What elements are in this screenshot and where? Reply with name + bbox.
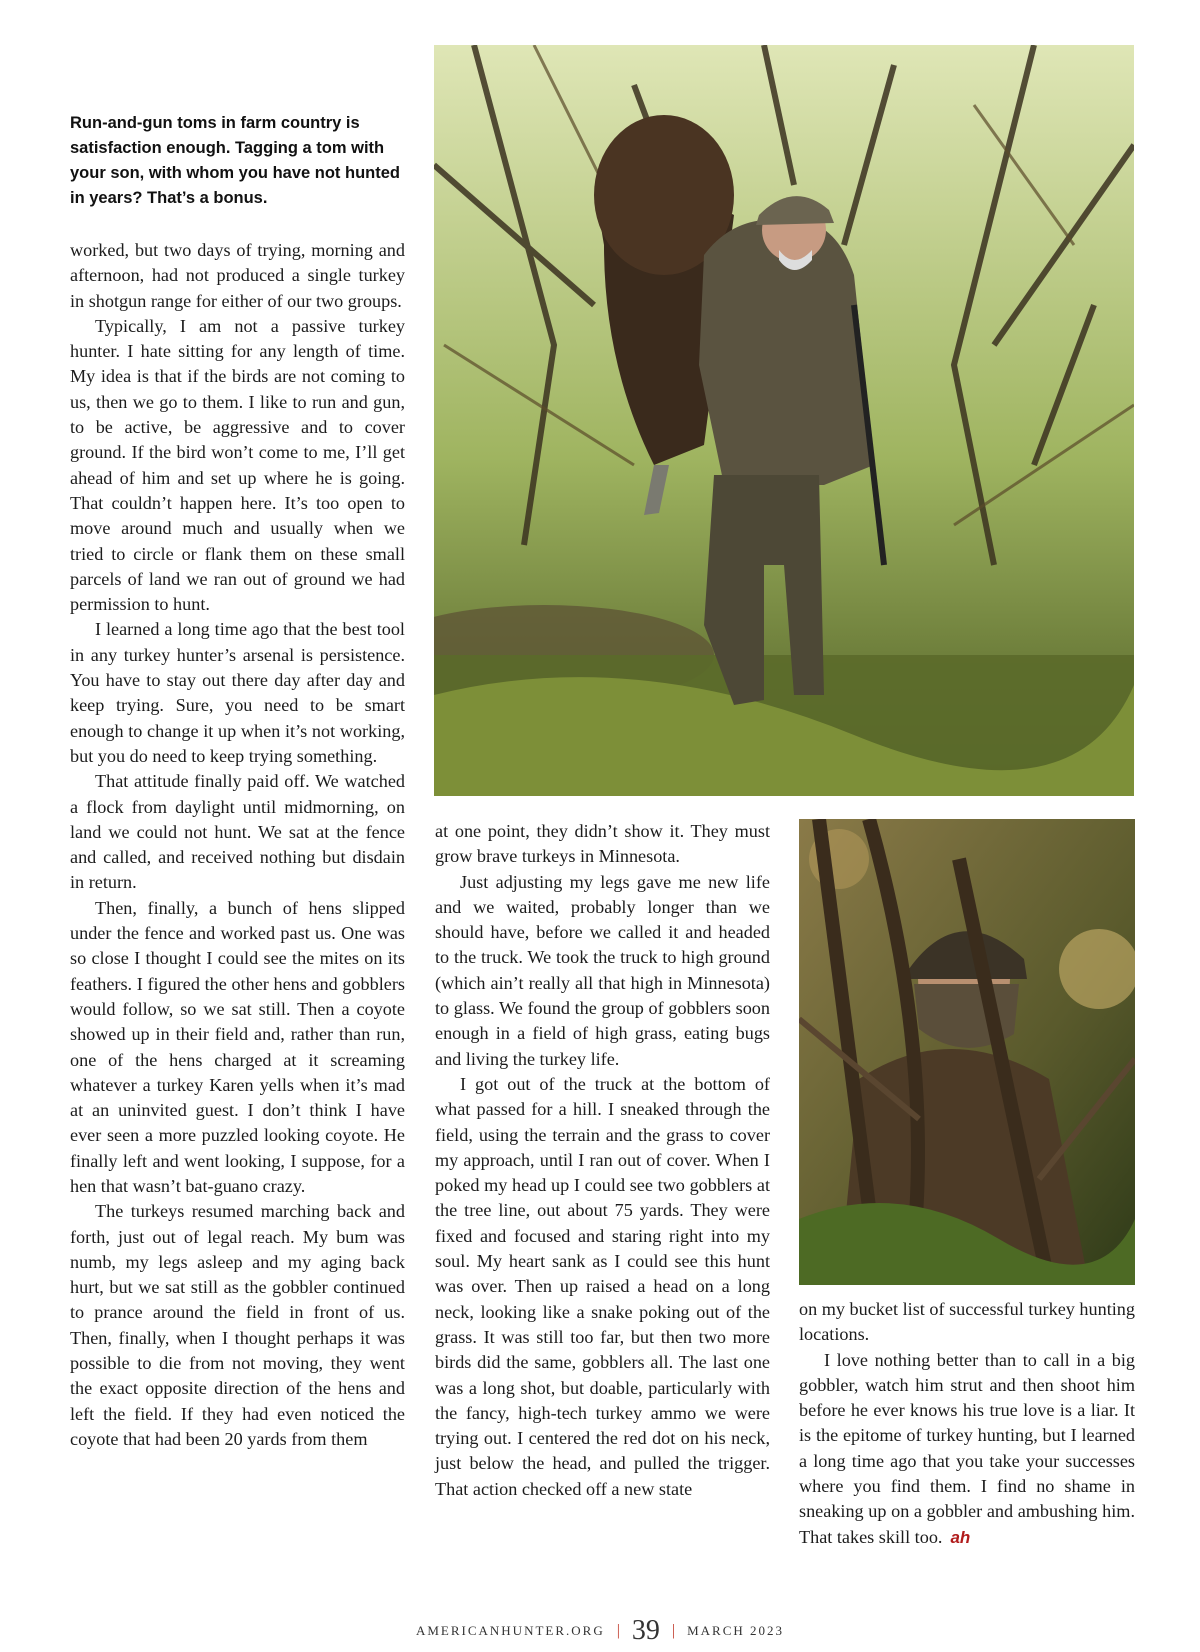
photo-caption: Run-and-gun toms in farm country is satisfaction enough. Tagging a tom with your son, with whom you have not hunted in years? That’s a bonus. — [70, 114, 400, 207]
footer-separator: | — [616, 1622, 620, 1639]
page-footer — [0, 1615, 1200, 1647]
paragraph: on my bucket list of successful turkey hunting locations. — [799, 1299, 1135, 1345]
paragraph: at one point, they didn’t show it. They must grow brave turkeys in Minnesota. — [435, 821, 770, 867]
paragraph: I learned a long time ago that the best tool in any turkey hunter’s arsenal is persistence. You have to stay out there day after day and keep trying. Sure, you need to be smart enough to change it up when it’s not working, but you do need to keep trying something. — [70, 619, 405, 766]
article-column-1 — [70, 238, 405, 1452]
son-in-camo-photo — [799, 819, 1135, 1285]
footer-website: AMERICANHUNTER.ORG — [415, 1623, 605, 1638]
paragraph: Then, finally, a bunch of hens slipped under the fence and worked past us. One was so close I thought I could see the mites on its feathers. I figured the other hens and gobblers would follow, so we sat still. Then a coyote showed up in their field and, rather than run, one of the hens charged at it screaming whatever a turkey Karen yells when it’s mad at an uninvited guest. I don’t think I have ever seen a more puzzled looking coyote. He finally left and went looking, I suppose, for a hen that wasn’t bat-guano crazy. — [70, 897, 405, 1196]
paragraph: worked, but two days of trying, morning and afternoon, had not produced a single turkey in shotgun range for either of our two groups. — [70, 240, 405, 311]
end-mark-logo: ah — [950, 1527, 971, 1547]
paragraph-text: I love nothing better than to call in a big gobbler, watch him strut and then shoot him before he ever knows his true love is a liar. It is the epitome of turkey hunting, but I learned a long time ago that you take your successes where you find them. I find no shame in sneaking up on a gobbler and ambushing him. That takes skill too. — [799, 1349, 1135, 1547]
paragraph: The turkeys resumed marching back and forth, just out of legal reach. My bum was numb, my legs asleep and my aging back hurt, but we sat still as the gobbler continued to prance around the field in front of us. Then, finally, when I thought perhaps it was possible to die from not moving, they went the exact opposite direction of the hens and left the field. If they had even noticed the coyote that had been 20 yards from them — [70, 1201, 405, 1449]
hunter-carrying-turkey-photo — [434, 45, 1134, 796]
footer-issue-date: MARCH 2023 — [687, 1623, 785, 1638]
paragraph: I got out of the truck at the bottom of what passed for a hill. I sneaked through the field, using the terrain and the grass to cover my approach, until I ran out of cover. When I poked my head up I could see two gobblers at the tree line, out about 75 yards. They were fixed and focused and staring right into my soul. My heart sank as I could see this hunt was over. Then up raised a head on a long neck, looking like a snake poking out of the grass. It was still too far, but then two more birds did the same, gobblers all. The last one was a long shot, but doable, particularly with the fancy, high-tech turkey ammo we were trying out. I centered the red dot on his neck, just below the head, and pulled the trigger. That action checked off a new state — [435, 1073, 770, 1499]
paragraph: That attitude finally paid off. We watched a flock from daylight until midmorning, on land we could not hunt. We sat at the fence and called, and received nothing but disdain in return. — [70, 771, 405, 893]
page-number: 39 — [631, 1615, 660, 1646]
paragraph: Typically, I am not a passive turkey hunter. I hate sitting for any length of time. My idea is that if the birds are not coming to us, then we go to them. I like to run and gun, to be active, be aggressive and to cover ground. If the bird won’t come to me, I’ll get ahead of him and set up where he is going. That couldn’t happen here. It’s too open to move around much and usually when we tried to circle or flank them on these small parcels of land we ran out of ground we had permission to hunt. — [70, 315, 405, 615]
article-column-3 — [799, 1297, 1135, 1550]
paragraph — [799, 1348, 1135, 1550]
footer-separator: | — [671, 1622, 676, 1639]
paragraph: Just adjusting my legs gave me new life and we waited, probably longer than we should have, before we called it and headed to the truck. We took the truck to high ground (which ain’t really all that high in Minnesota) to glass. We found the group of gobblers soon enough in a field of high grass, eating bugs and living the turkey life. — [435, 871, 770, 1069]
article-column-2 — [435, 819, 770, 1502]
